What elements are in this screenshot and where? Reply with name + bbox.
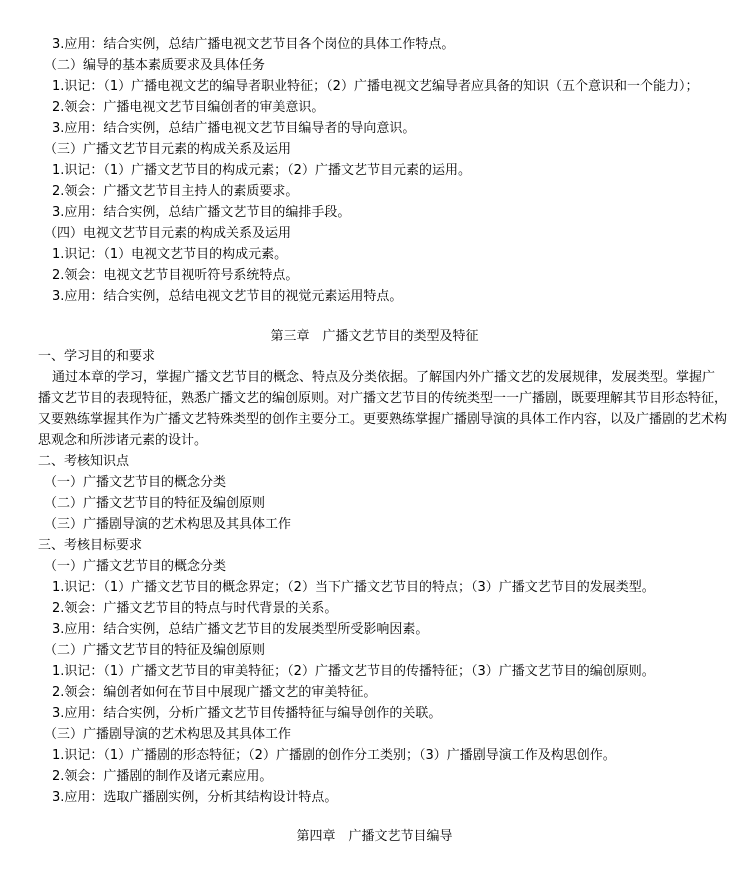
text-line: 1.识记：（1）电视文艺节目的构成元素。 bbox=[52, 247, 288, 262]
text-line: （一）广播文艺节目的概念分类 bbox=[44, 475, 227, 490]
text-line: 3.应用：结合实例，总结广播文艺节目的发展类型所受影响因素。 bbox=[52, 622, 429, 637]
section-heading: （一）广播文艺节目的概念分类 bbox=[44, 559, 227, 574]
paragraph-line: 又要熟练掌握其作为广播文艺特殊类型的创作主要分工。更要熟练掌握广播剧导演的具体工作内容，以及广播剧的艺术构 bbox=[38, 412, 728, 427]
section-heading: （二）广播文艺节目的特征及编创原则 bbox=[44, 643, 266, 658]
text-line: （二）广播文艺节目的特征及编创原则 bbox=[44, 496, 266, 511]
text-line: 3.应用：结合实例，分析广播文艺节目传播特征与编导创作的关联。 bbox=[52, 706, 442, 721]
text-line: 1.识记：（1）广播文艺节目的概念界定；（2）当下广播文艺节目的特点；（3）广播文艺节目的发展类型。 bbox=[52, 580, 655, 595]
text-line: 3.应用：结合实例，总结广播文艺节目的编排手段。 bbox=[52, 205, 351, 220]
section-heading: 二、考核知识点 bbox=[38, 454, 130, 469]
text-line: 2.领会：电视文艺节目视听符号系统特点。 bbox=[52, 268, 299, 283]
text-line: 1.识记：（1）广播电视文艺的编导者职业特征；（2）广播电视文艺编导者应具备的知识（五个意识和一个能力）； bbox=[52, 79, 699, 94]
text-line: （三）广播剧导演的艺术构思及其具体工作 bbox=[44, 517, 292, 532]
text-line: 1.识记：（1）广播文艺节目的审美特征；（2）广播文艺节目的传播特征；（3）广播文艺节目的编创原则。 bbox=[52, 664, 655, 679]
text-line: 1.识记：（1）广播文艺节目的构成元素；（2）广播文艺节目元素的运用。 bbox=[52, 163, 471, 178]
text-line: 1.识记：（1）广播剧的形态特征；（2）广播剧的创作分工类别；（3）广播剧导演工作及构思创作。 bbox=[52, 748, 616, 763]
section-heading: （三）广播文艺节目元素的构成关系及运用 bbox=[44, 142, 292, 157]
text-line: 2.领会：广播文艺节目的特点与时代背景的关系。 bbox=[52, 601, 338, 616]
text-line: 2.领会：广播剧的制作及诸元素应用。 bbox=[52, 769, 273, 784]
section-heading: 三、考核目标要求 bbox=[38, 538, 143, 553]
text-line: 3.应用：结合实例，总结电视文艺节目的视觉元素运用特点。 bbox=[52, 289, 403, 304]
text-line: 3.应用：结合实例，总结广播电视文艺节目各个岗位的具体工作特点。 bbox=[52, 37, 455, 52]
chapter-title: 第三章 广播文艺节目的类型及特征 bbox=[270, 329, 479, 344]
paragraph-line: 播文艺节目的表现特征，熟悉广播文艺的编创原则。对广播文艺节目的传统类型一一广播剧，既要理解其节目形态特征， bbox=[38, 391, 728, 406]
text-line: 3.应用：选取广播剧实例，分析其结构设计特点。 bbox=[52, 790, 338, 805]
chapter-title: 第四章 广播文艺节目编导 bbox=[296, 829, 453, 844]
section-heading: （三）广播剧导演的艺术构思及其具体工作 bbox=[44, 727, 292, 742]
paragraph-line: 思观念和所涉诸元素的设计。 bbox=[38, 433, 208, 448]
text-line: 3.应用：结合实例，总结广播电视文艺节目编导者的导向意识。 bbox=[52, 121, 416, 136]
text-line: 2.领会：编创者如何在节目中展现广播文艺的审美特征。 bbox=[52, 685, 377, 700]
paragraph-line: 通过本章的学习，掌握广播文艺节目的概念、特点及分类依据。了解国内外广播文艺的发展规律，发展类型。掌握广 bbox=[52, 370, 716, 385]
text-line: 2.领会：广播电视文艺节目编创者的审美意识。 bbox=[52, 100, 325, 115]
section-heading: （四）电视文艺节目元素的构成关系及运用 bbox=[44, 226, 292, 241]
section-heading: 一、学习目的和要求 bbox=[38, 349, 156, 364]
text-line: 2.领会：广播文艺节目主持人的素质要求。 bbox=[52, 184, 299, 199]
section-heading: （二）编导的基本素质要求及具体任务 bbox=[44, 58, 266, 73]
